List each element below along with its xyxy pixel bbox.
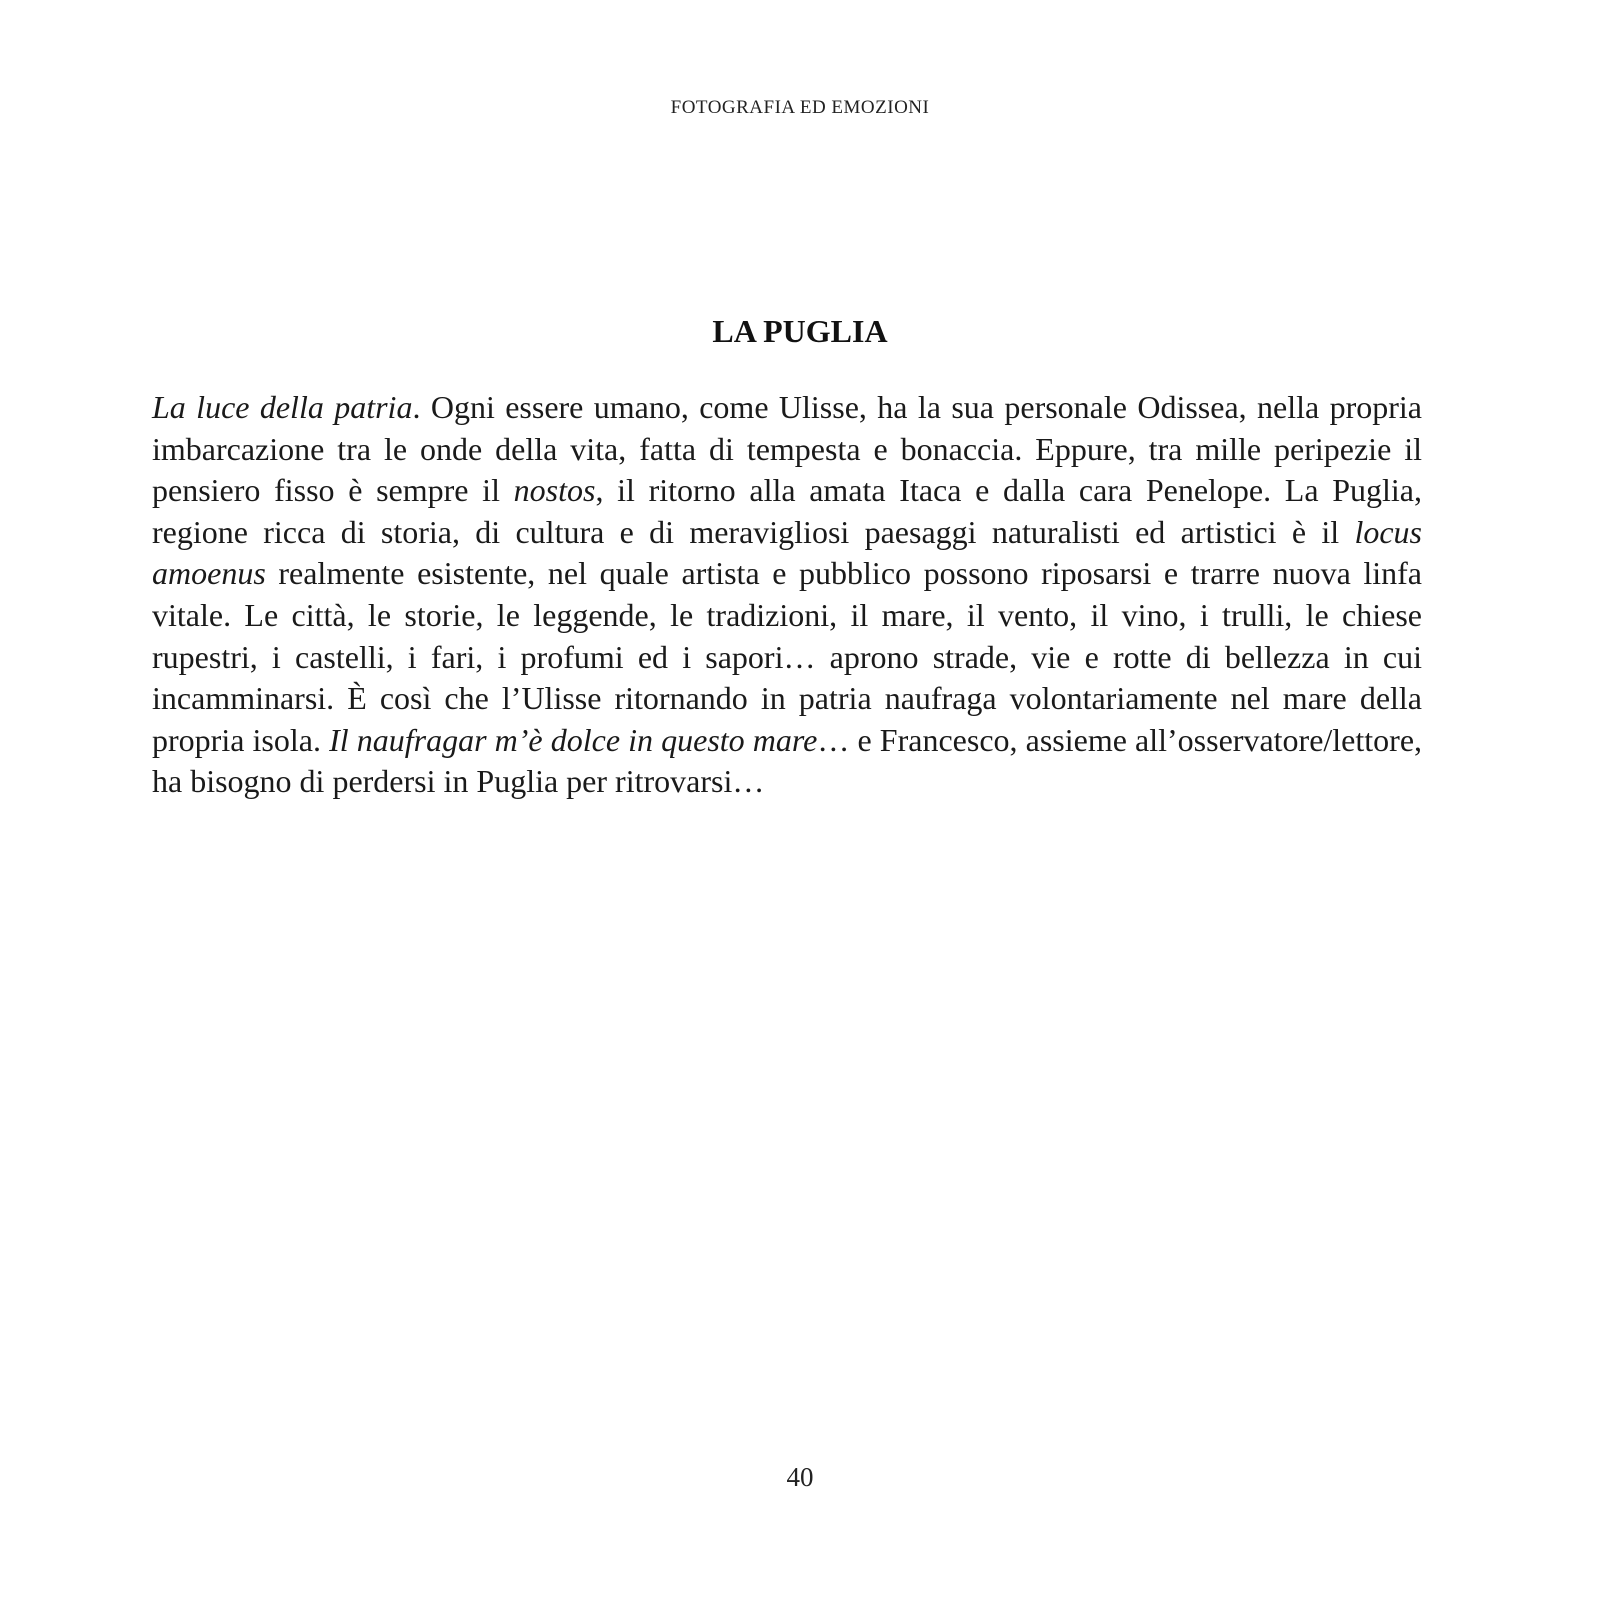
body-text-segment: realmente esistente, nel quale artista e pubblico possono riposarsi e trarre nuova linfa vitale. Le città, le storie, le leggende, le tradizioni, il mare, il vento, il vino, i trulli, le chiese rupestri, i castelli, i fari, i profumi ed i sapori… aprono strade, vie e rotte di bellezza in cui incamminarsi. È così che l’Ulisse ritornando in patria naufraga volontariamente nel mare della propria isola. <box>152 555 1422 758</box>
body-text-segment: , il ritorno alla amata Itaca e dalla cara Penelope. La Puglia, regione ricca di storia, di cultura e di meravigliosi paesaggi naturalisti ed artistici è il <box>152 472 1423 550</box>
body-text-segment: … e Francesco, assieme all’osservatore/lettore, ha bisogno di perdersi in Puglia per ritrovarsi… <box>152 721 1423 800</box>
running-header: FOTOGRAFIA ED EMOZIONI <box>670 97 930 118</box>
body-paragraph <box>152 387 1422 803</box>
body-italic-phrase: nostos <box>513 472 596 509</box>
body-italic-phrase: La luce della patria <box>152 389 413 425</box>
body-italic-phrase: locus amoenus <box>152 513 1422 592</box>
body-italic-phrase: Il naufragar m’è dolce in questo mare <box>329 721 818 758</box>
chapter-title: LA PUGLIA <box>712 313 888 349</box>
page-number: 40 <box>786 1462 814 1492</box>
body-text-segment: . Ogni essere umano, come Ulisse, ha la sua personale Odissea, nella propria imbarcazione tra le onde della vita, fatta di tempesta e bonaccia. Eppure, tra mille peripezie il pensiero fisso è sempre il <box>152 389 1423 509</box>
